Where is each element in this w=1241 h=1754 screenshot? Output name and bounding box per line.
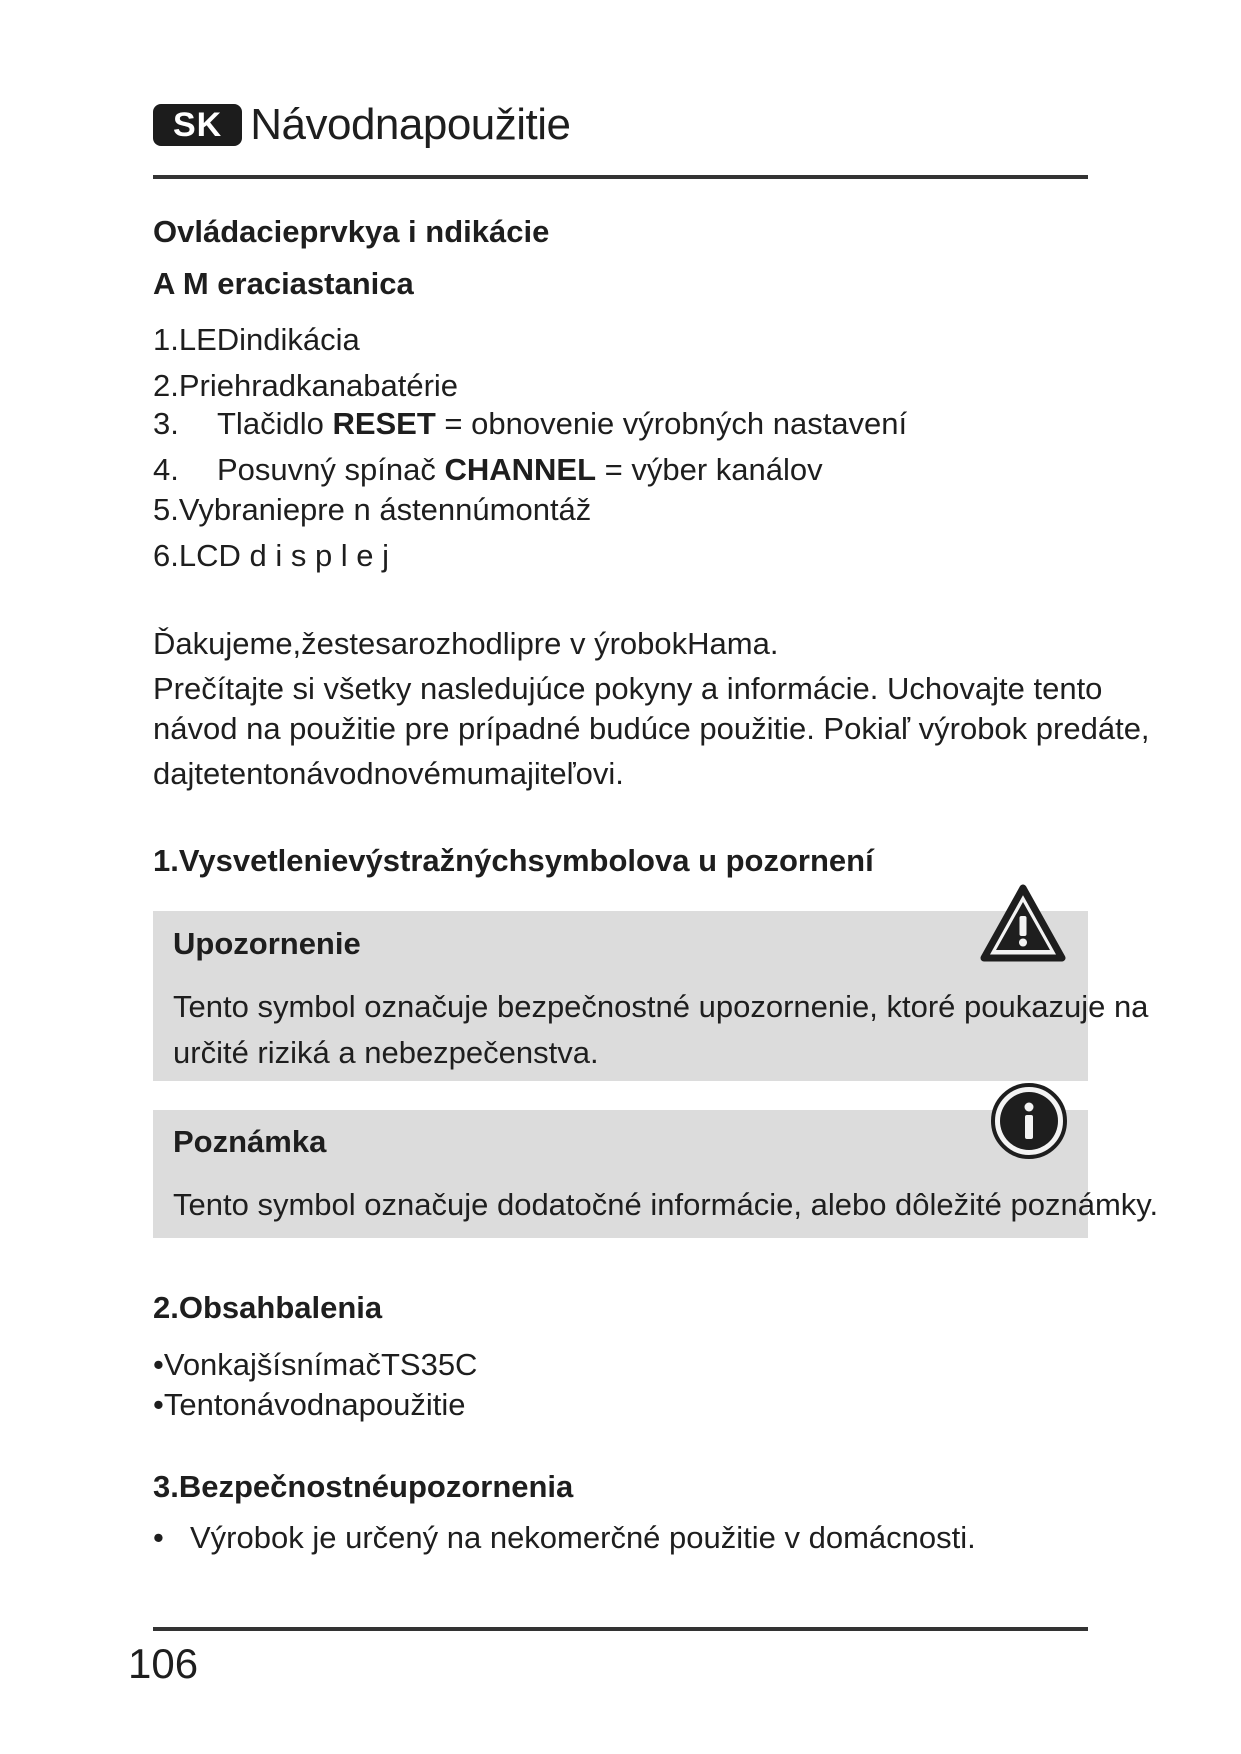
warning-title: Upozornenie — [173, 926, 361, 961]
controls-item-1: 1.LEDindikácia — [153, 322, 360, 357]
warning-text-line-2: určité riziká a nebezpečenstva. — [173, 1035, 599, 1070]
note-text-line-1: Tento symbol označuje dodatočné informácie, alebo dôležité poznámky. — [173, 1187, 1159, 1222]
header-divider — [153, 175, 1088, 179]
section-1-heading: 1.Vysvetlenievýstražnýchsymbolova u pozornení — [153, 843, 874, 878]
package-item-2: •Tentonávodnapoužitie — [153, 1387, 466, 1422]
bullet: • — [153, 1520, 164, 1555]
intro-line-2: Prečítajte si všetky nasledujúce pokyny a informácie. Uchovajte tento — [153, 671, 1103, 706]
section-3-heading: 3.Bezpečnostnéupozornenia — [153, 1469, 574, 1504]
info-circle-icon — [990, 1082, 1068, 1160]
note-title: Poznámka — [173, 1124, 327, 1159]
page-title: Návodnapoužitie — [250, 100, 571, 149]
section-2-heading: 2.Obsahbalenia — [153, 1290, 383, 1325]
controls-item-6: 6.LCD d i s p l e j — [153, 538, 390, 573]
warning-text-line-1: Tento symbol označuje bezpečnostné upozornenie, ktoré poukazuje na — [173, 989, 1149, 1024]
package-item-1: •VonkajšísnímačTS35C — [153, 1347, 478, 1382]
note-box — [153, 1110, 1159, 1238]
controls-subheading: A M eraciastanica — [153, 266, 414, 301]
item-number: 4. — [153, 452, 179, 487]
page-header — [153, 95, 571, 155]
safety-item-text: Výrobok je určený na nekomerčné použitie v domácnosti. — [190, 1520, 976, 1555]
item-bold: RESET — [332, 406, 436, 441]
safety-item-1 — [153, 1520, 976, 1556]
intro-line-3: návod na použitie pre prípadné budúce použitie. Pokiaľ výrobok predáte, — [153, 711, 1150, 746]
controls-item-4 — [153, 452, 823, 488]
controls-heading: Ovládacieprvkya i ndikácie — [153, 214, 550, 249]
footer-divider — [153, 1627, 1088, 1631]
item-bold: CHANNEL — [444, 452, 597, 487]
warning-triangle-icon — [980, 884, 1066, 964]
intro-line-4: dajtetentonávodnovémumajiteľovi. — [153, 756, 624, 791]
page-number: 106 — [128, 1640, 199, 1687]
warning-box — [153, 911, 1149, 1081]
item-number: 3. — [153, 406, 179, 441]
intro-line-1: Ďakujeme,žestesarozhodlipre v ýrobokHama. — [153, 626, 779, 661]
item-text-after: = výber kanálov — [596, 452, 823, 487]
controls-item-2: 2.Priehradkanabatérie — [153, 368, 459, 403]
item-text-after: = obnovenie výrobných nastavení — [435, 406, 908, 441]
controls-item-5: 5.Vybraniepre n ástennúmontáž — [153, 492, 592, 527]
controls-item-3 — [153, 406, 907, 442]
item-text: Posuvný spínač — [217, 452, 445, 487]
language-badge: SK — [153, 104, 242, 146]
item-text: Tlačidlo — [217, 406, 333, 441]
